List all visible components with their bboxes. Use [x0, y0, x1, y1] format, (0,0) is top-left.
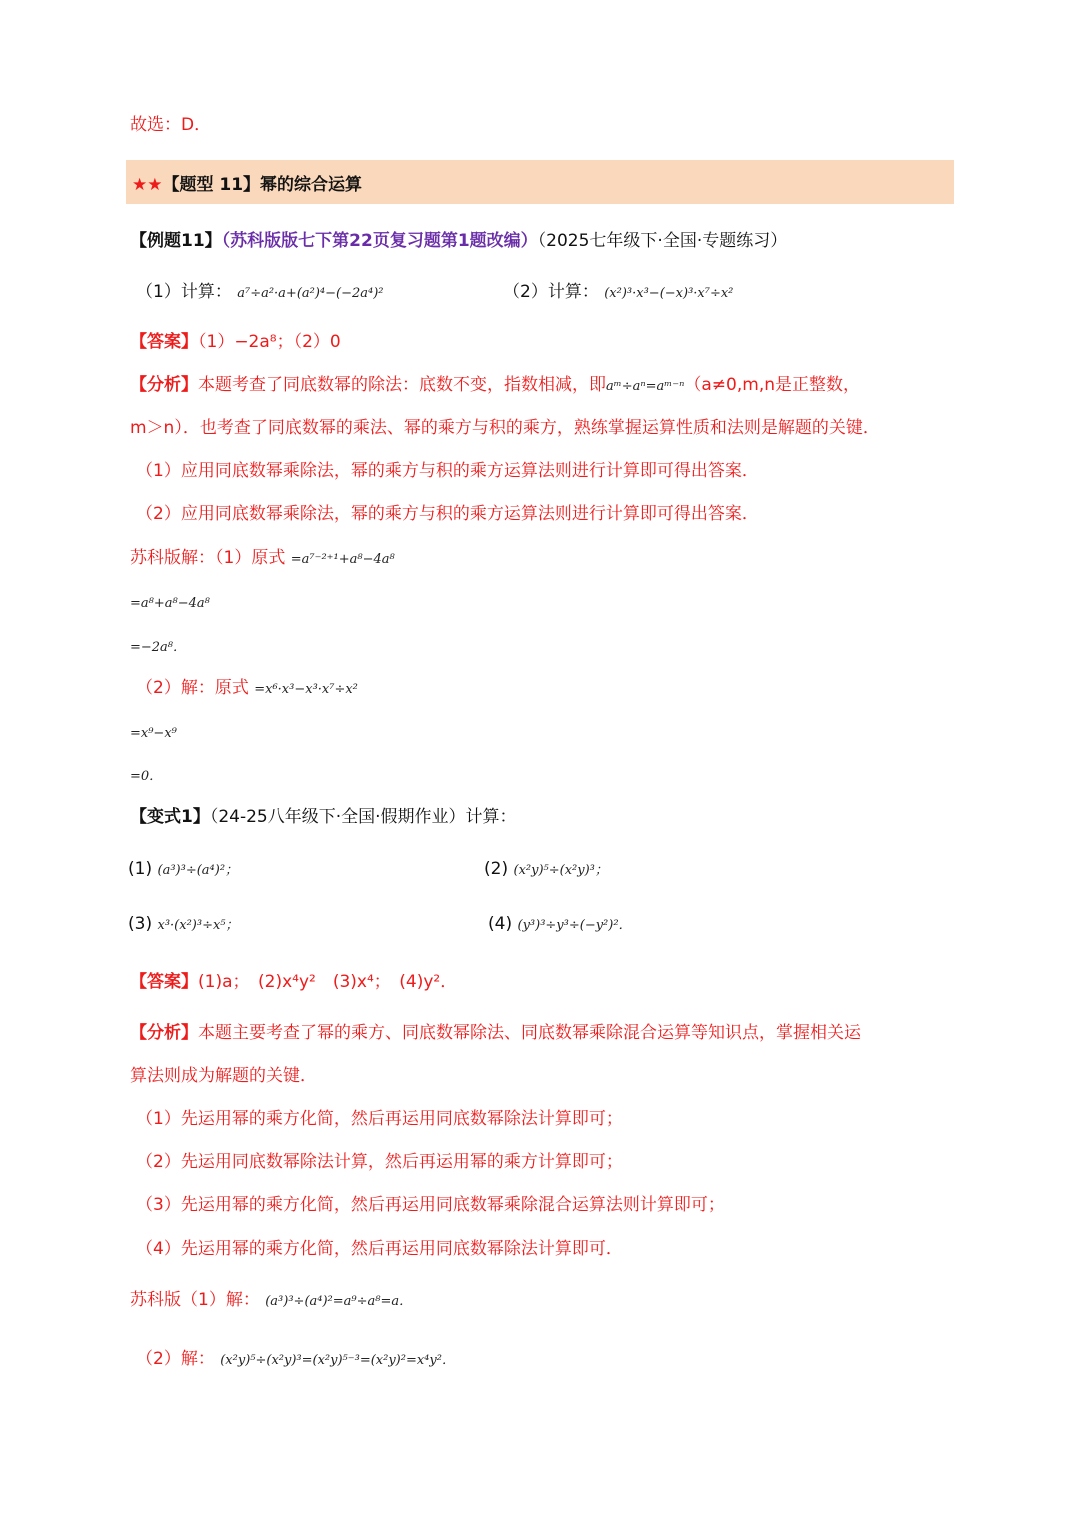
variant-analysis-text: 本题主要考查了幂的乘方、同底数幂除法、同底数幂乘除混合运算等知识点，掌握相关运 [198, 1023, 861, 1043]
solution-2-step-2 [130, 720, 177, 746]
solution-1-step-2-expr: =a⁸+a⁸−4a⁸ [130, 596, 210, 611]
solution-1-step-3-expr: =−2a⁸． [130, 640, 187, 655]
star-icons: ★★ [132, 175, 163, 195]
p4-label: (4) [488, 914, 513, 934]
example-source: （苏科版版七下第22页复习题第1题改编） [221, 231, 538, 251]
p1-expression: (a³)³÷(a⁴)²； [157, 863, 239, 878]
analysis-label: 【分析】 [130, 375, 198, 395]
example-answer [130, 330, 341, 354]
variant-analysis-label: 【分析】 [130, 1023, 198, 1043]
variant-analysis-line-2: 算法则成为解题的关键． [130, 1066, 317, 1086]
variant-analysis-line-6: （4）先运用幂的乘方化简，然后再运用同底数幂除法计算即可． [136, 1239, 623, 1259]
example-analysis-line-2: m＞n）．也考查了同底数幂的乘法、幂的乘方与积的乘方，熟练掌握运算性质和法则是解题的关键． [130, 418, 880, 438]
example-solution-2 [136, 676, 358, 702]
solution-2-step-3 [130, 763, 162, 789]
variant-solution-2-expression: (x²y)⁵÷(x²y)³=(x²y)⁵⁻³=(x²y)²=x⁴y²． [220, 1353, 455, 1368]
example-analysis-line-4: （2）应用同底数幂乘除法，幂的乘方与积的乘方运算法则进行计算即可得出答案． [136, 504, 759, 524]
solution-2-step-1: =x⁶·x³−x³·x⁷÷x² [254, 682, 358, 697]
variant-solution-1-label: 苏科版（1）解： [130, 1290, 260, 1310]
p2-label: (2) [484, 859, 509, 879]
variant-solution-2 [136, 1347, 455, 1373]
p1-label: (1) [128, 859, 153, 879]
q1-expression: a⁷÷a²·a+(a²)⁴−(−2a⁴)² [237, 286, 384, 301]
solution-2-step-3-expr: =0． [130, 769, 163, 784]
previous-answer: 故选：D． [130, 115, 212, 135]
variant-problem-3 [128, 912, 239, 938]
variant-analysis-line-1 [130, 1021, 861, 1045]
p2-expression: (x²y)⁵÷(x²y)³； [513, 863, 608, 878]
example-solution-1 [130, 546, 395, 572]
variant-solution-1 [130, 1288, 412, 1314]
variant-heading [130, 805, 517, 829]
variant-problem-4 [488, 912, 632, 938]
variant-solution-1-expression: (a³)³÷(a⁴)²=a⁹÷a⁸=a． [265, 1294, 413, 1309]
answer-label: 【答案】 [130, 332, 198, 352]
answer-text: （1）−2a⁸；（2）0 [198, 332, 341, 352]
section-title [132, 170, 362, 195]
variant-analysis-line-3: （1）先运用幂的乘方化简，然后再运用同底数幂除法计算即可； [136, 1109, 623, 1129]
q2-label: （2）计算： [503, 282, 599, 302]
analysis-condition: （a≠0,m,n是正整数， [684, 375, 861, 395]
example-source-tail: （2025七年级下·全国·专题练习） [537, 231, 788, 251]
analysis-text: 本题考查了同底数幂的除法：底数不变，指数相减，即 [198, 375, 606, 395]
variant-problem-2 [484, 857, 608, 883]
variant-answer-text: (1)a； (2)x⁴y² (3)x⁴； (4)y²． [198, 972, 458, 992]
variant-solution-2-label: （2）解： [136, 1349, 215, 1369]
variant-analysis-line-4: （2）先运用同底数幂除法计算，然后再运用幂的乘方计算即可； [136, 1152, 623, 1172]
example-question-2 [503, 280, 733, 306]
solution-2-label: （2）解：原式 [136, 678, 249, 698]
variant-analysis-line-5: （3）先运用幂的乘方化简，然后再运用同底数幂乘除混合运算法则计算即可； [136, 1195, 725, 1215]
solution-1-step-3 [130, 634, 186, 660]
p3-label: (3) [128, 914, 153, 934]
section-title-text: 【题型 11】幂的综合运算 [162, 175, 363, 195]
q1-label: （1）计算： [136, 282, 232, 302]
variant-label: 【变式1】 [130, 807, 210, 827]
solution-1-step-1: =a⁷⁻²⁺¹+a⁸−4a⁸ [290, 552, 395, 567]
variant-answer-label: 【答案】 [130, 972, 198, 992]
p4-expression: (y³)³÷y³÷(−y²)²． [517, 918, 632, 933]
example-analysis-line-1 [130, 373, 860, 399]
example-heading [130, 229, 787, 253]
solution-1-step-2 [130, 590, 210, 616]
example-label: 【例题11】 [130, 231, 222, 251]
variant-source: （24-25八年级下·全国·假期作业）计算： [209, 807, 517, 827]
variant-answer [130, 970, 457, 994]
example-question-1 [136, 280, 384, 306]
solution-2-step-2-expr: =x⁹−x⁹ [130, 726, 177, 741]
analysis-formula: aᵐ÷aⁿ=aᵐ⁻ⁿ [606, 379, 685, 394]
example-analysis-line-3: （1）应用同底数幂乘除法，幂的乘方与积的乘方运算法则进行计算即可得出答案． [136, 461, 759, 481]
q2-expression: (x²)³·x³−(−x)³·x⁷÷x² [604, 286, 734, 301]
section-header [126, 160, 954, 204]
p3-expression: x³·(x²)³÷x⁵； [157, 918, 239, 933]
solution-1-label: 苏科版解：（1）原式 [130, 548, 286, 568]
variant-problem-1 [128, 857, 238, 883]
